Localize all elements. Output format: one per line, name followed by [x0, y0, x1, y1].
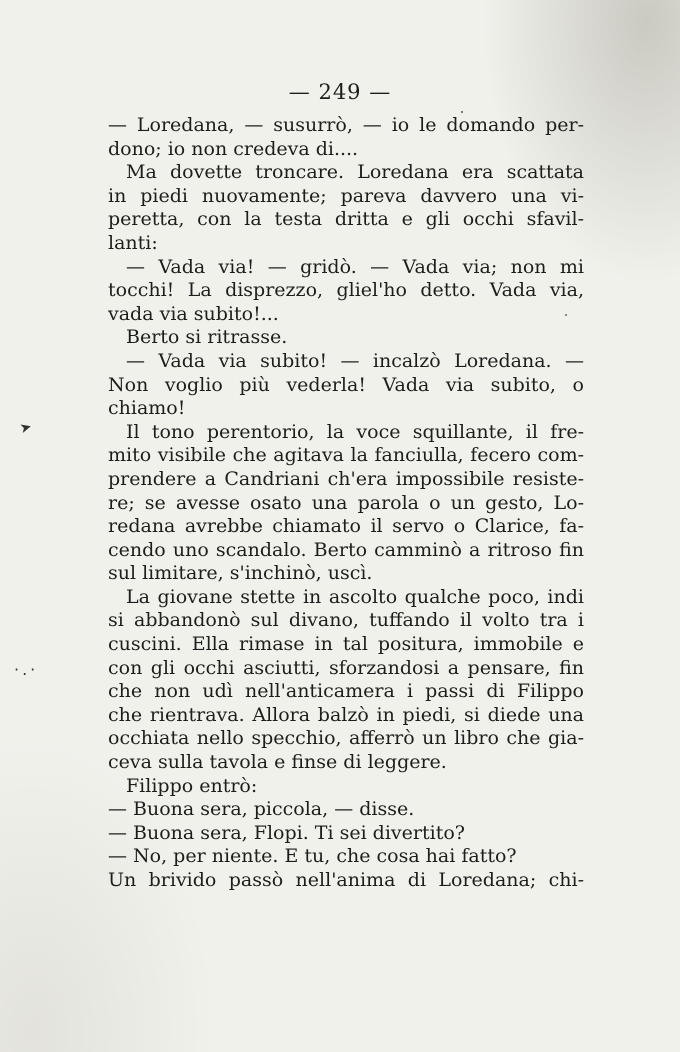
- text-line: Filippo entrò:: [126, 774, 258, 797]
- text-line: mito visibile che agitava la fanciulla, fecero com-: [108, 444, 584, 467]
- text-line: vada via subito!...: [108, 302, 279, 325]
- text-line: che non udì nell'anticamera i passi di Filippo: [108, 680, 584, 703]
- text-line: ceva sulla tavola e finse di leggere.: [108, 751, 447, 774]
- text-line: con gli occhi asciutti, sforzandosi a pensare, fin: [108, 656, 584, 679]
- text-line: — Buona sera, piccola, — disse.: [108, 798, 415, 821]
- text-line: re; se avesse osato una parola o un gesto, Lo-: [108, 491, 584, 514]
- text-line: lanti:: [108, 231, 158, 254]
- text-line: — Buona sera, Flopi. Ti sei divertito?: [108, 821, 465, 844]
- text-line: Berto si ritrasse.: [126, 326, 288, 349]
- text-line: cuscini. Ella rimase in tal positura, immobile e: [108, 633, 584, 656]
- text-line: sul limitare, s'inchinò, uscì.: [108, 562, 373, 585]
- text-line: Ma dovette troncare. Loredana era scattata: [126, 161, 584, 184]
- text-line: dono; io non credeva di....: [108, 137, 359, 160]
- text-line: La giovane stette in ascolto qualche poco, indi: [126, 585, 584, 608]
- margin-dots-mark: ·.·: [14, 660, 39, 679]
- margin-arrow-mark: ➤: [18, 418, 34, 438]
- text-line: Un brivido passò nell'anima di Loredana; chi-: [108, 869, 584, 891]
- ink-speck: [461, 111, 463, 113]
- text-line: prendere a Candriani ch'era impossibile resiste-: [108, 467, 584, 490]
- text-line: chiamo!: [108, 397, 186, 420]
- text-line: — Vada via! — gridò. — Vada via; non mi: [126, 255, 584, 278]
- text-line: peretta, con la testa dritta e gli occhi sfavil-: [108, 208, 584, 231]
- text-line: cendo uno scandalo. Berto camminò a ritroso fin: [108, 538, 584, 561]
- text-line: occhiata nello specchio, afferrò un libro che gia-: [108, 727, 584, 750]
- text-line: in piedi nuovamente; pareva davvero una vi-: [108, 184, 584, 207]
- text-line: tocchi! La disprezzo, gliel'ho detto. Vada via,: [108, 279, 584, 302]
- text-line: che rientrava. Allora balzò in piedi, si diede una: [108, 703, 584, 726]
- text-line: — No, per niente. E tu, che cosa hai fatto?: [108, 845, 517, 868]
- text-line: Il tono perentorio, la voce squillante, il fre-: [126, 420, 584, 443]
- text-line: si abbandonò sul divano, tuffando il volto tra i: [108, 609, 584, 632]
- text-line: Non voglio più vederla! Vada via subito, o: [108, 373, 584, 396]
- page-number: — 249 —: [288, 80, 392, 104]
- text-line: — Loredana, — susurrò, — io le domando per-: [108, 114, 584, 136]
- text-line: redana avrebbe chiamato il servo o Clarice, fa-: [108, 515, 584, 538]
- body-text: [108, 114, 584, 893]
- text-line: — Vada via subito! — incalzò Loredana. —: [126, 349, 584, 372]
